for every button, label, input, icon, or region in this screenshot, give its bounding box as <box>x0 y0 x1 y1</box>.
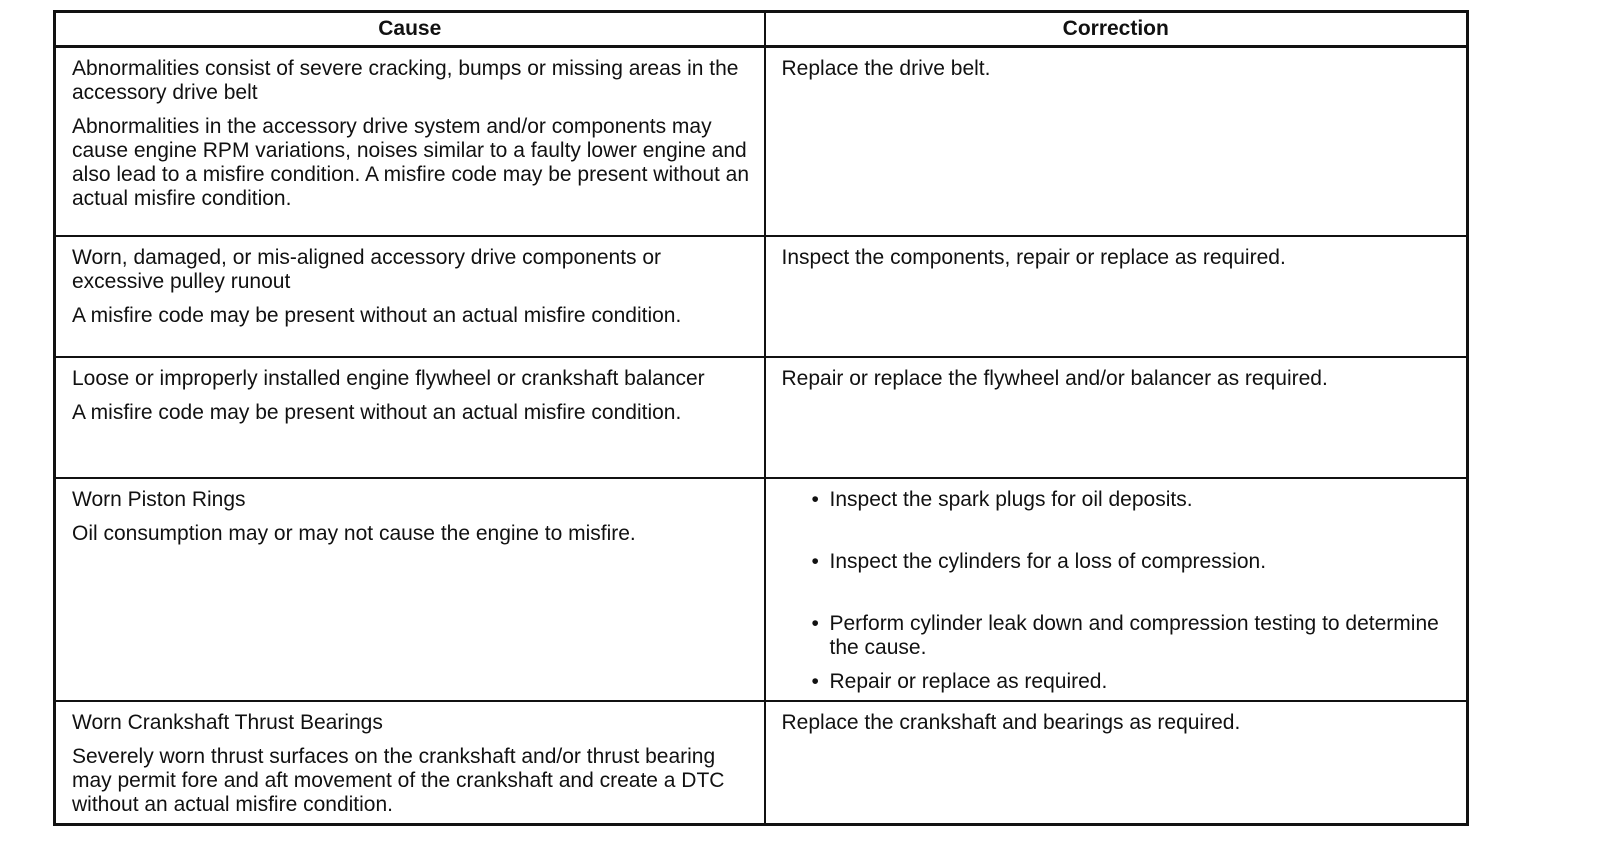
table-row <box>55 236 1468 357</box>
correction-text: Repair or replace the flywheel and/or balancer as required. <box>781 367 1328 390</box>
correction-cell <box>765 701 1468 825</box>
list-item <box>812 550 1453 574</box>
cause-detail: Oil consumption may or may not cause the engine to misfire. <box>72 522 636 545</box>
bullet-icon: • <box>811 488 819 511</box>
correction-cell <box>765 236 1468 357</box>
correction-text: Replace the crankshaft and bearings as required. <box>781 711 1241 734</box>
cause-title: Loose or improperly installed engine flywheel or crankshaft balancer <box>72 367 705 390</box>
list-item <box>812 488 1453 512</box>
cause-title: Worn Crankshaft Thrust Bearings <box>72 711 383 734</box>
correction-cell <box>765 357 1468 478</box>
cause-title: Abnormalities consist of severe cracking, bumps or missing areas in the accessory drive belt <box>72 57 739 104</box>
cause-cell <box>55 47 765 237</box>
correction-text: Replace the drive belt. <box>781 57 991 80</box>
bullet-text: Inspect the cylinders for a loss of compression. <box>829 550 1267 573</box>
correction-text: Inspect the components, repair or replace as required. <box>781 246 1286 269</box>
cause-cell <box>55 701 765 825</box>
cause-correction-table <box>53 10 1469 826</box>
cause-detail: A misfire code may be present without an actual misfire condition. <box>72 401 682 424</box>
header-row <box>55 12 1468 47</box>
table-row <box>55 701 1468 825</box>
header-correction: Correction <box>765 12 1468 47</box>
bullet-text: Repair or replace as required. <box>829 670 1108 693</box>
cause-cell <box>55 478 765 701</box>
correction-cell <box>765 47 1468 237</box>
table-row <box>55 357 1468 478</box>
bullet-icon: • <box>811 670 819 693</box>
cause-cell <box>55 236 765 357</box>
correction-bullet-list <box>782 488 1453 694</box>
cause-detail: Abnormalities in the accessory drive system and/or components may cause engine RPM variations, noises similar to a faulty lower engine and also lead to a misfire condition. A misfire code may be present without an actual misfire condition. <box>72 115 750 210</box>
list-item <box>812 670 1453 694</box>
cause-cell <box>55 357 765 478</box>
cause-detail: Severely worn thrust surfaces on the crankshaft and/or thrust bearing may permit fore and aft movement of the crankshaft and create a DTC without an actual misfire condition. <box>72 745 725 816</box>
list-item <box>812 612 1453 660</box>
correction-cell <box>765 478 1468 701</box>
table-row <box>55 478 1468 701</box>
header-cause: Cause <box>55 12 765 47</box>
cause-title: Worn, damaged, or mis-aligned accessory drive components or excessive pulley runout <box>72 246 662 293</box>
cause-title: Worn Piston Rings <box>72 488 246 511</box>
bullet-icon: • <box>811 612 819 635</box>
bullet-text: Inspect the spark plugs for oil deposits. <box>829 488 1193 511</box>
bullet-icon: • <box>811 550 819 573</box>
cause-detail: A misfire code may be present without an actual misfire condition. <box>72 304 682 327</box>
table-row <box>55 47 1468 237</box>
bullet-text: Perform cylinder leak down and compression testing to determine the cause. <box>829 612 1439 659</box>
